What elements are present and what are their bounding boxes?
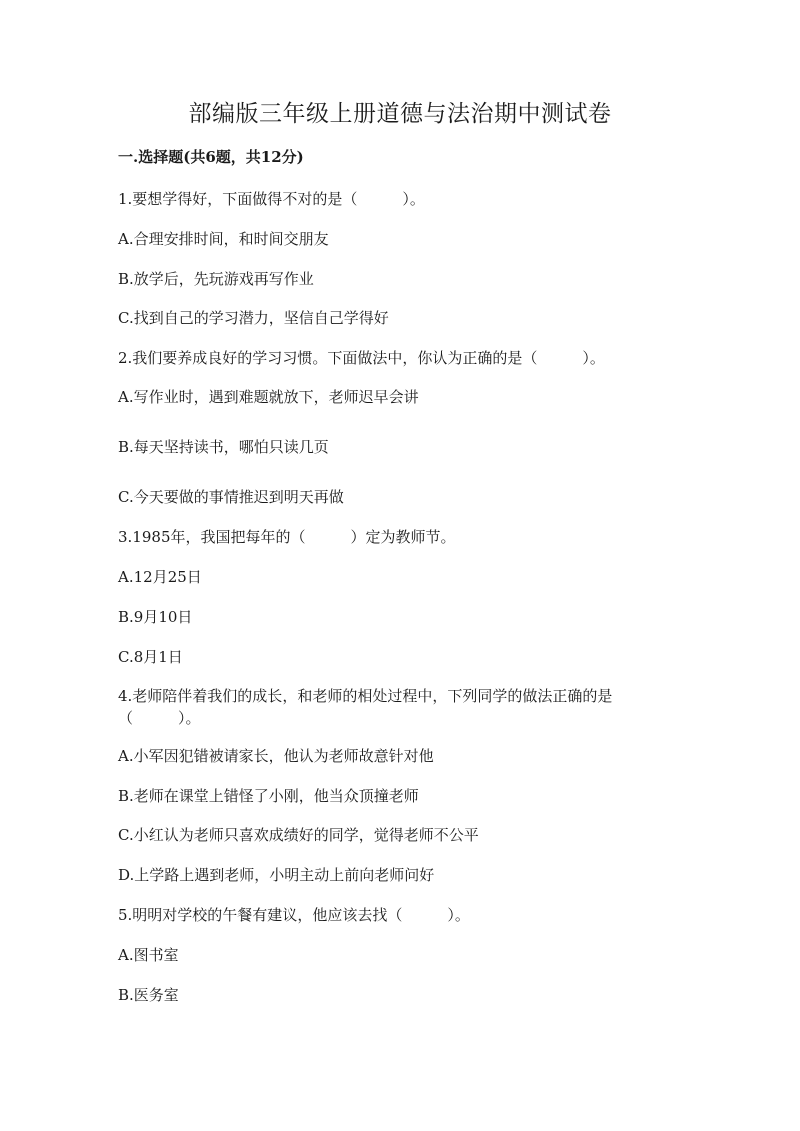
question-1-option-a: A.合理安排时间，和时间交朋友 [118, 230, 329, 248]
question-1-option-b: B.放学后，先玩游戏再写作业 [118, 270, 314, 288]
question-1-stem: 1.要想学得好，下面做得不对的是（ ）。 [118, 190, 425, 208]
question-5-option-b: B.医务室 [118, 986, 179, 1004]
question-4-option-c: C.小红认为老师只喜欢成绩好的同学，觉得老师不公平 [118, 826, 479, 844]
question-2-option-c: C.今天要做的事情推迟到明天再做 [118, 488, 344, 506]
question-2-option-b: B.每天坚持读书，哪怕只读几页 [118, 438, 329, 456]
section-heading: 一.选择题(共6题，共12分) [118, 148, 304, 166]
page-title: 部编版三年级上册道德与法治期中测试卷 [188, 101, 612, 127]
question-4-stem: 4.老师陪伴着我们的成长，和老师的相处过程中，下列同学的做法正确的是（ ）。 [118, 687, 613, 727]
question-4-option-a: A.小军因犯错被请家长，他认为老师故意针对他 [118, 747, 434, 765]
question-3-option-b: B.9月10日 [118, 608, 193, 626]
question-3-stem: 3.1985年，我国把每年的（ ）定为教师节。 [118, 528, 456, 546]
question-2-option-a: A.写作业时，遇到难题就放下，老师迟早会讲 [118, 388, 419, 406]
question-5-option-a: A.图书室 [118, 946, 179, 964]
question-3-option-a: A.12月25日 [118, 568, 202, 586]
question-4-option-d: D.上学路上遇到老师，小明主动上前向老师问好 [118, 866, 435, 884]
question-2-stem: 2.我们要养成良好的学习习惯。下面做法中，你认为正确的是（ ）。 [118, 349, 605, 367]
question-3-option-c: C.8月1日 [118, 648, 183, 666]
question-1-option-c: C.找到自己的学习潜力，坚信自己学得好 [118, 309, 389, 327]
question-5-stem: 5.明明对学校的午餐有建议，他应该去找（ ）。 [118, 906, 470, 924]
question-4-option-b: B.老师在课堂上错怪了小刚，他当众顶撞老师 [118, 787, 419, 805]
